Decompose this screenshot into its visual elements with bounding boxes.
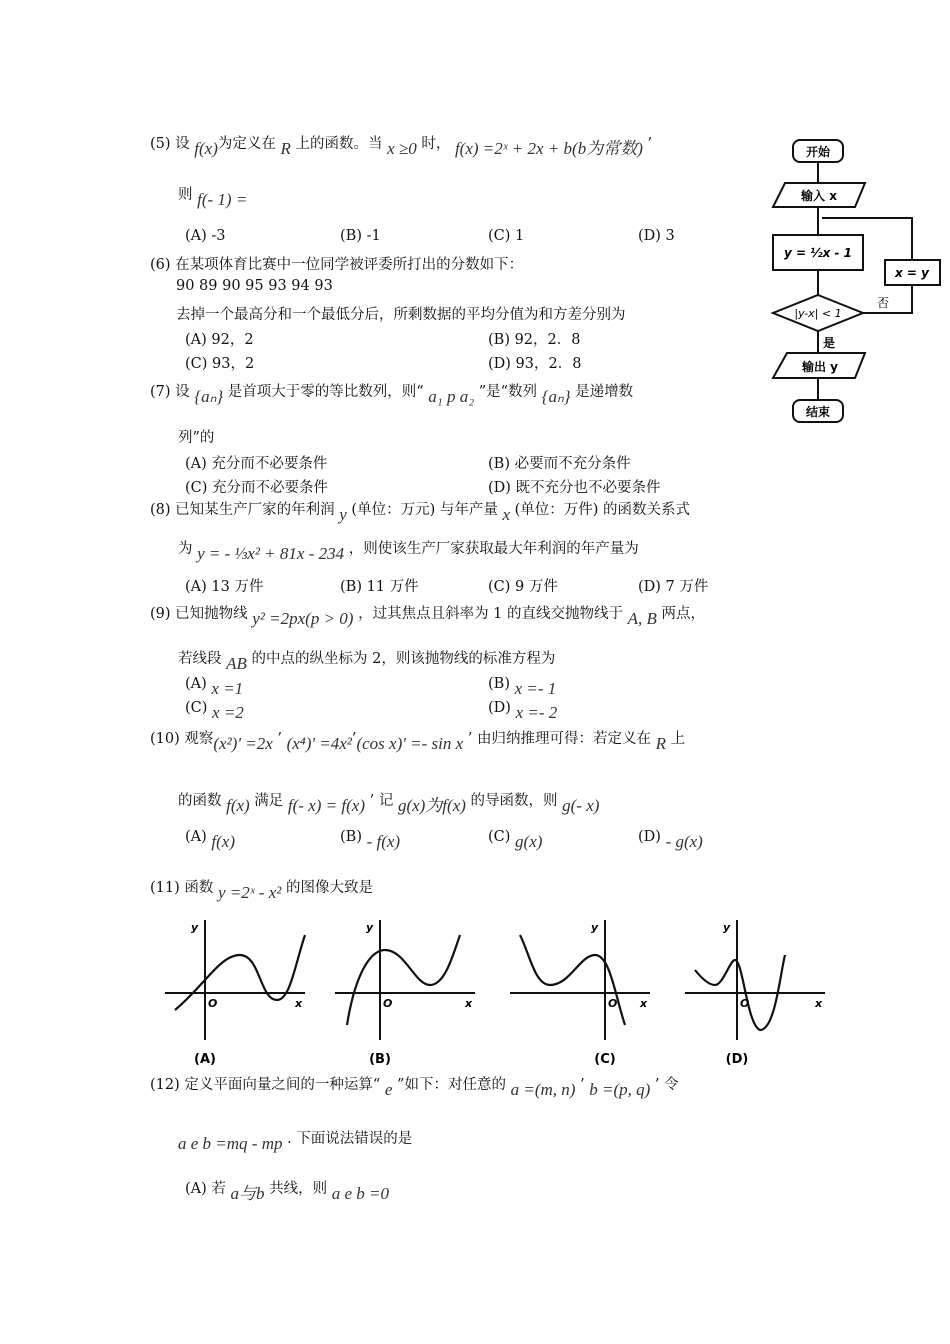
x-axis-label: x (815, 997, 823, 1010)
math-expression: e (384, 1080, 393, 1099)
text-segment: (C) (185, 700, 213, 716)
flow-yes-label: 是 (823, 336, 836, 350)
graph-label: (A) (194, 1052, 216, 1065)
text-segment: (11) 函数 (150, 880, 218, 896)
text-segment: (A) 13 万件 (185, 579, 264, 595)
text-line (150, 1073, 679, 1099)
text-segment: 的中点的纵坐标为 2，则该抛物线的标准方程为 (246, 651, 556, 667)
text-segment: (7) 设 (150, 384, 195, 400)
math-expression: - f(x) (366, 832, 401, 851)
text-segment: ’ (351, 731, 357, 747)
text-segment: 若线段 (178, 651, 227, 667)
graph-label: (D) (725, 1052, 749, 1065)
flow-start-label: 开始 (805, 145, 831, 159)
math-expression: f(x) (211, 832, 235, 851)
math-expression: f(- x) = f(x) (287, 796, 365, 815)
math-expression: {aₙ} (194, 387, 224, 406)
text-segment: 共线，则 (264, 1181, 332, 1197)
flow-assign-label: y = ½x - 1 (783, 246, 853, 260)
text-segment: 是递增数 (570, 384, 634, 400)
text-line (150, 128, 653, 158)
text-segment: ，过其焦点且斜率为 1 的直线交抛物线于 (353, 606, 628, 622)
text-line (488, 697, 558, 722)
math-expression: f(x) (194, 139, 218, 158)
text-line (488, 476, 661, 497)
graph-option-a (165, 915, 310, 1065)
math-expression: g(x) (515, 832, 543, 851)
text-line (488, 673, 557, 698)
text-line (185, 1173, 390, 1203)
text-segment: (D) 7 万件 (638, 579, 709, 595)
math-expression: {aₙ} (541, 387, 571, 406)
text-segment: (C) 充分而不必要条件 (185, 480, 329, 496)
text-segment: (10) 观察 (150, 731, 214, 747)
math-expression: x =- 2 (515, 703, 558, 722)
text-segment: 上 (665, 731, 686, 747)
text-line (340, 575, 419, 596)
math-expression: a e b =mq - mp (178, 1134, 283, 1153)
text-line (488, 452, 631, 473)
text-segment: 时， (416, 136, 455, 152)
text-line (488, 575, 558, 596)
text-line (185, 697, 244, 722)
math-expression: R (280, 139, 291, 158)
math-expression: a =(m, n) (510, 1080, 576, 1099)
text-segment: (D) 既不充分也不必要条件 (488, 480, 661, 496)
text-segment: 为定义在 (217, 136, 281, 152)
text-segment: (C) 1 (488, 228, 525, 244)
text-segment: ’ (575, 1077, 590, 1093)
math-expression: a与b (230, 1184, 265, 1203)
text-segment: (8) 已知某生产厂家的年利润 (150, 502, 340, 518)
text-line (150, 380, 634, 406)
y-axis-label: y (191, 921, 199, 934)
x-axis-label: x (640, 997, 648, 1010)
graph-option-c (510, 915, 655, 1065)
text-line (185, 328, 254, 349)
math-expression: f(x) =2ˣ + 2x + b(b为常数) (454, 139, 643, 158)
text-segment: (9) 已知抛物线 (150, 606, 253, 622)
text-line (150, 876, 373, 902)
text-segment: 的图像大致是 (281, 880, 373, 896)
math-expression: x =- 1 (514, 679, 557, 698)
text-segment: (A) (185, 676, 212, 692)
text-line (150, 498, 691, 524)
text-line (185, 575, 263, 596)
math-expression: b =(p, q) (589, 1080, 651, 1099)
text-segment: (A) 92，2 (185, 332, 254, 348)
math-expression: f(- 1) = (197, 190, 248, 209)
text-line (185, 476, 328, 497)
text-line (488, 228, 524, 244)
text-line (185, 826, 235, 851)
flow-condition-label: |y-x| < 1 (794, 307, 842, 320)
origin-label: O (740, 997, 750, 1010)
text-segment: (C) 93，2 (185, 356, 255, 372)
text-segment: (B) 11 万件 (340, 579, 419, 595)
text-line (178, 183, 248, 209)
math-expression: AB (226, 654, 247, 673)
text-line (340, 826, 401, 851)
origin-label: O (608, 997, 618, 1010)
text-line (150, 253, 523, 274)
x-axis-label: x (465, 997, 473, 1010)
math-expression: (x⁴)' =4x² (286, 734, 352, 753)
text-segment: (单位：万件) 的函数关系式 (510, 502, 691, 518)
text-segment: 则 (178, 187, 198, 203)
text-segment: ’ 令 (650, 1077, 679, 1093)
math-expression: g(x)为f(x) (397, 796, 466, 815)
text-segment: (A) (185, 829, 212, 845)
text-line (638, 826, 703, 851)
flowchart (765, 135, 945, 430)
graph-label: (B) (369, 1052, 391, 1065)
text-segment: 去掉一个最高分和一个最低分后，所剩数据的平均分值为和方差分别为 (176, 307, 626, 323)
text-line (185, 452, 327, 473)
x-axis-label: x (295, 997, 303, 1010)
math-expression: f(x) (226, 796, 250, 815)
text-segment: 两点， (656, 606, 706, 622)
text-segment: ，则使该生产厂家获取最大年利润的年产量为 (344, 541, 639, 557)
text-segment: (D) 93，2．8 (488, 356, 582, 372)
text-line (185, 673, 244, 698)
y-axis-label: y (591, 921, 599, 934)
flow-output-label: 输出 y (801, 360, 839, 374)
text-line (176, 303, 626, 324)
math-expression: x =2 (212, 703, 244, 722)
text-segment: ’ (272, 731, 287, 747)
flow-update-label: x = y (895, 266, 929, 280)
text-line (185, 228, 226, 244)
flow-end-label: 结束 (805, 405, 831, 419)
math-expression: x (502, 505, 510, 524)
math-expression: (x²)' =2x (213, 734, 273, 753)
text-line (178, 647, 556, 673)
text-segment: (12) 定义平面向量之间的一种运算“ (150, 1077, 385, 1093)
text-line (176, 278, 333, 294)
math-expression: - g(x) (665, 832, 703, 851)
text-line (488, 352, 581, 373)
flow-no-label: 否 (877, 296, 890, 310)
text-line (488, 826, 543, 851)
text-segment: . 下面说法错误的是 (282, 1131, 413, 1147)
text-line (150, 602, 706, 628)
text-segment: (A) 若 (185, 1181, 231, 1197)
text-segment: (6) 在某项体育比赛中一位同学被评委所打出的分数如下： (150, 257, 524, 273)
text-segment: (B) 92，2．8 (488, 332, 581, 348)
text-segment: ’ 由归纳推理可得：若定义在 (463, 731, 656, 747)
text-line (178, 426, 214, 447)
text-segment: 90 89 90 95 93 94 93 (176, 278, 333, 294)
math-expression: a₁ p a₂ (428, 387, 475, 406)
text-line (178, 1127, 413, 1153)
math-expression: R (655, 734, 666, 753)
text-segment: 满足 (249, 793, 288, 809)
text-segment: (B) (488, 676, 515, 692)
function-curve (347, 935, 460, 1025)
text-segment: (A) 充分而不必要条件 (185, 456, 328, 472)
text-segment: ”如下：对任意的 (392, 1077, 511, 1093)
text-segment: (D) 3 (638, 228, 675, 244)
text-segment: ’ (642, 136, 653, 152)
graph-option-d (685, 915, 830, 1065)
text-line (488, 328, 580, 349)
math-expression: y = - ⅓x² + 81x - 234 (197, 544, 345, 563)
math-expression: x =1 (211, 679, 244, 698)
math-expression: y (339, 505, 347, 524)
text-segment: (D) (638, 829, 666, 845)
flow-input-label: 输入 x (801, 189, 837, 203)
math-expression: y² =2px(p > 0) (252, 609, 354, 628)
text-segment: (B) (340, 829, 367, 845)
origin-label: O (383, 997, 393, 1010)
text-segment: (5) 设 (150, 136, 195, 152)
text-segment: (B) 必要而不充分条件 (488, 456, 631, 472)
text-segment: ’ 记 (365, 793, 398, 809)
math-expression: x ≥0 (387, 139, 417, 158)
graph-label: (C) (594, 1052, 616, 1065)
graph-option-b (335, 915, 480, 1065)
text-segment: ”是“数列 (474, 384, 542, 400)
y-axis-label: y (723, 921, 731, 934)
function-curve (175, 935, 305, 1010)
text-segment: (D) (488, 700, 516, 716)
math-expression: (cos x)' =- sin x (356, 734, 464, 753)
text-segment: 为 (178, 541, 198, 557)
text-segment: (B) -1 (340, 228, 381, 244)
text-line (185, 352, 254, 373)
text-line (638, 575, 708, 596)
math-expression: g(- x) (562, 796, 600, 815)
text-segment: 列”的 (178, 430, 215, 446)
text-segment: 的导函数，则 (465, 793, 563, 809)
text-segment: (单位：万元) 与年产量 (346, 502, 503, 518)
text-line (178, 785, 600, 815)
math-expression: y =2ˣ - x² (217, 883, 282, 902)
text-segment: (C) (488, 829, 516, 845)
origin-label: O (208, 997, 218, 1010)
text-segment: (C) 9 万件 (488, 579, 558, 595)
text-line (638, 228, 675, 244)
y-axis-label: y (366, 921, 374, 934)
text-line (150, 727, 686, 753)
text-segment: 上的函数。当 (290, 136, 388, 152)
function-curve (520, 935, 625, 1025)
math-expression: A, B (627, 609, 657, 628)
text-segment: 的函数 (178, 793, 227, 809)
math-expression: a e b =0 (331, 1184, 390, 1203)
text-line (178, 537, 639, 563)
text-segment: (A) -3 (185, 228, 226, 244)
text-line (340, 228, 381, 244)
text-segment: 是首项大于零的等比数列，则“ (223, 384, 429, 400)
